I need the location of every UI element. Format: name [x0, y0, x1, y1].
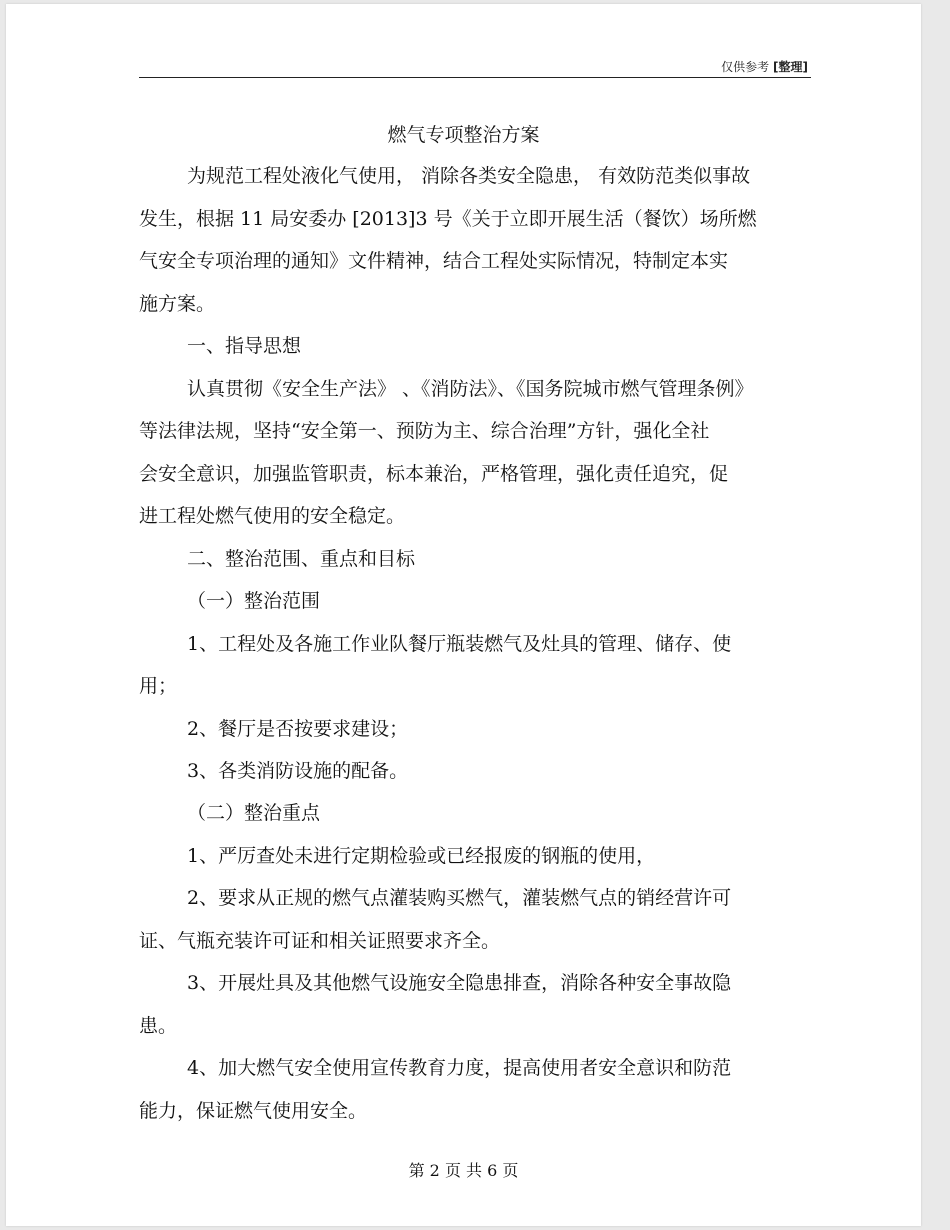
- list-item-continuation: 患。: [139, 1015, 178, 1037]
- list-item-continuation: 证、气瓶充装许可证和相关证照要求齐全。: [139, 930, 501, 952]
- paragraph-line: 气安全专项治理的通知》文件精神，结合工程处实际情况，特制定本实: [139, 250, 729, 272]
- header-tag: [整理]: [773, 60, 808, 74]
- list-item: 2、餐厅是否按要求建设；: [187, 718, 409, 740]
- paragraph-line: 会安全意识，加强监管职责，标本兼治，严格管理，强化责任追究，促: [139, 463, 729, 485]
- list-item: 2、要求从正规的燃气点灌装购买燃气，灌装燃气点的销经营许可: [187, 887, 732, 909]
- subsection-heading: （二）整治重点: [187, 802, 321, 824]
- paragraph-line: 发生，根据 11 局安委办 [2013]3 号《关于立即开展生活（餐饮）场所燃: [139, 208, 757, 230]
- list-item: 3、各类消防设施的配备。: [187, 760, 409, 782]
- list-item: 3、开展灶具及其他燃气设施安全隐患排查，消除各种安全事故隐: [187, 972, 732, 994]
- list-item: 1、工程处及各施工作业队餐厅瓶装燃气及灶具的管理、储存、使: [187, 633, 732, 655]
- header-note: 仅供参考: [721, 60, 770, 74]
- paragraph-line: 进工程处燃气使用的安全稳定。: [139, 505, 406, 527]
- header-divider: [139, 77, 811, 78]
- list-item-continuation: 用；: [139, 675, 178, 697]
- paragraph-line: 为规范工程处液化气使用， 消除各类安全隐患， 有效防范类似事故: [187, 165, 751, 187]
- document-title: 燃气专项整治方案: [387, 124, 540, 146]
- section-heading: 二、整治范围、重点和目标: [187, 548, 416, 570]
- page-footer: 第 2 页 共 6 页: [408, 1161, 519, 1180]
- list-item: 4、加大燃气安全使用宣传教育力度，提高使用者安全意识和防范: [187, 1057, 732, 1079]
- paragraph-line: 等法律法规，坚持“安全第一、预防为主、综合治理”方针，强化全社: [139, 420, 710, 442]
- document-page: [6, 4, 921, 1226]
- section-heading: 一、指导思想: [187, 335, 302, 357]
- list-item-continuation: 能力，保证燃气使用安全。: [139, 1100, 368, 1122]
- subsection-heading: （一）整治范围: [187, 590, 321, 612]
- list-item: 1、严厉查处未进行定期检验或已经报废的钢瓶的使用，: [187, 845, 656, 867]
- page-header: [721, 58, 808, 75]
- paragraph-line: 施方案。: [139, 293, 216, 315]
- paragraph-line: 认真贯彻《安全生产法》 、《消防法》、《国务院城市燃气管理条例》: [187, 378, 754, 400]
